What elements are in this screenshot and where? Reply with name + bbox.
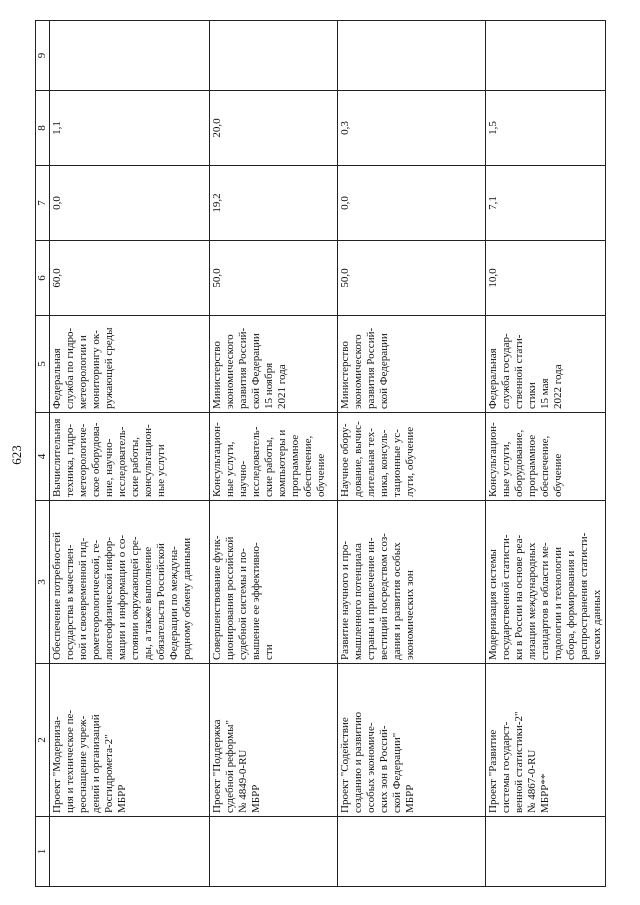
value-col-8: 1,1 (50, 91, 210, 166)
project-name: Проект "Модерниза- ция и техническое пе- реоснащение учреж- дений и организаций Росгидромета-2" МБРР (51, 709, 128, 813)
value-col-6: 60,0 (50, 241, 210, 316)
value-col-9 (486, 21, 606, 91)
project-cell (50, 664, 210, 817)
row-index-cell (486, 817, 606, 887)
value-col-7: 19,2 (210, 166, 338, 241)
responsible-agency: Министерство экономического развития Россий- ской Федерации (339, 327, 390, 409)
page-number: 623 (9, 445, 24, 465)
value-col-6: 10,0 (486, 241, 606, 316)
procurement-items: Консультацион- ные услуги, научно- исследователь- ские работы, компьютеры и программное обеспечение, обучение (211, 422, 327, 497)
project-cell (210, 664, 338, 817)
value-col-9 (210, 21, 338, 91)
project-goal: Развитие научного и про- мышленного потенциала страны и привлечение ин- вестиций посредством соз- дания и развития особых экономических зон (339, 533, 416, 660)
column-header-4: 4 (36, 413, 50, 501)
goal-cell (50, 501, 210, 664)
project-cell (338, 664, 486, 817)
agency-cell (338, 316, 486, 413)
procurement-items: Научное обору- дование, вычис- лительная тех- ника, консуль- тационные ус- луги, обучение (339, 421, 416, 497)
agency-cell (50, 316, 210, 413)
project-goal: Совершенствование функ- ционирования российской судебной системы и по- вышение ее эффективно- сти (211, 535, 275, 660)
column-header-3: 3 (36, 501, 50, 664)
responsible-agency: Министерство экономического развития Россий- ской Федерации 15 ноября 2021 года (211, 327, 288, 409)
value-col-6: 50,0 (210, 241, 338, 316)
items-cell (50, 413, 210, 501)
agency-cell (486, 316, 606, 413)
items-cell (486, 413, 606, 501)
column-header-8: 8 (36, 91, 50, 166)
column-header-5: 5 (36, 316, 50, 413)
column-header-1: 1 (36, 817, 50, 887)
goal-cell (486, 501, 606, 664)
project-goal: Модернизация системы государственной статисти- ки в России на основе реа- лизации международных стандартов в области ме- тодологии и технологии сбора, формирования и распространения статисти- ческих данных (487, 532, 603, 660)
table-row (50, 21, 210, 887)
row-index-cell (338, 817, 486, 887)
responsible-agency: Федеральная служба по гидро- метеорологии и мониторингу ок- ружающей среды (51, 327, 115, 409)
project-goal: Обеспечение потребностей государства в качествен- ной и своевременной гид- рометеорологической, ге- лиогеофизической инфор- мации и информации о со- стоянии окружающей сре- ды, а также выполнение обязательств Российской Федерации по междуна- родному обмену данными (51, 531, 193, 660)
value-col-8: 1,5 (486, 91, 606, 166)
goal-cell (338, 501, 486, 664)
value-col-7: 7,1 (486, 166, 606, 241)
value-col-6: 50,0 (338, 241, 486, 316)
items-cell (338, 413, 486, 501)
value-col-8: 20,0 (210, 91, 338, 166)
projects-table (35, 20, 606, 887)
value-col-9 (338, 21, 486, 91)
table-row (338, 21, 486, 887)
value-col-9 (50, 21, 210, 91)
column-header-6: 6 (36, 241, 50, 316)
project-name: Проект "Поддержка судебной реформы" № 4849-0-RU МБРР (211, 719, 262, 813)
responsible-agency: Федеральная служба государ- ственной стати- стики 15 мая 2022 года (487, 333, 564, 409)
goal-cell (210, 501, 338, 664)
procurement-items: Консультацион- ные услуги, оборудование, программное обеспечение, обучение (487, 422, 564, 497)
value-col-7: 0,0 (338, 166, 486, 241)
project-name: Проект "Развитие системы государст- венной статистики-2" № 4867-0-RU МБРР** (487, 711, 551, 813)
items-cell (210, 413, 338, 501)
column-header-9: 9 (36, 21, 50, 91)
value-col-8: 0,3 (338, 91, 486, 166)
row-index-cell (210, 817, 338, 887)
project-name: Проект "Содействие созданию и развитию особых экономиче- ских зон в Россий- ской Федерации" МБРР (339, 711, 416, 813)
header-row (36, 21, 50, 887)
column-header-7: 7 (36, 166, 50, 241)
agency-cell (210, 316, 338, 413)
procurement-items: Вычислительная техника, гидро- метеорологиче- ское оборудова- ние, научно- исследователь- ские работы, консультацион- ные услуги (51, 418, 167, 497)
project-cell (486, 664, 606, 817)
row-index-cell (50, 817, 210, 887)
table-row (210, 21, 338, 887)
value-col-7: 0,0 (50, 166, 210, 241)
table-row (486, 21, 606, 887)
column-header-2: 2 (36, 664, 50, 817)
